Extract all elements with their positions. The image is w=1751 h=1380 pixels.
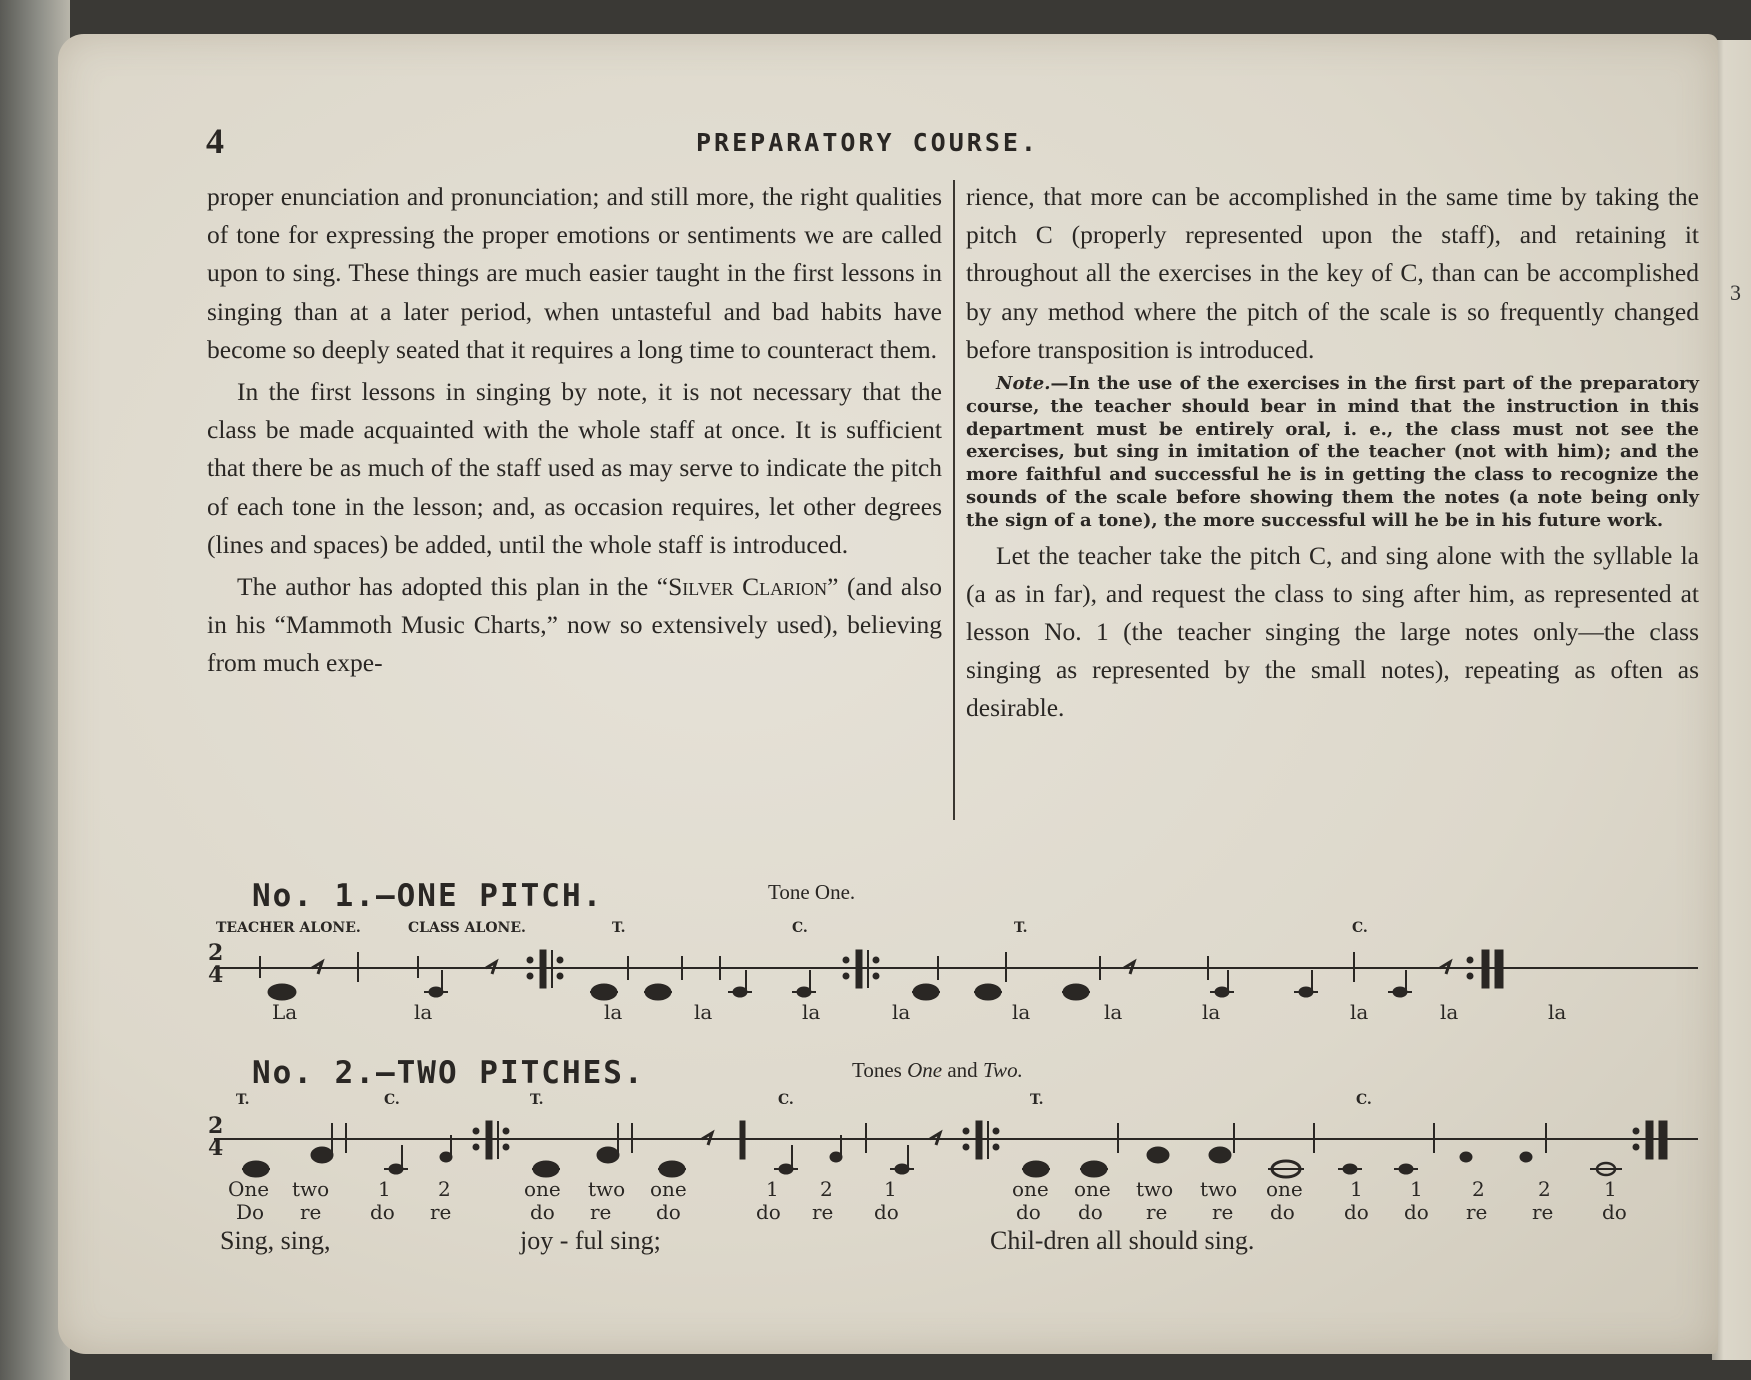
- class-mark: C.: [1352, 920, 1368, 936]
- repeat-dot: [527, 957, 533, 963]
- double-bar: [540, 950, 546, 988]
- text-run: One: [907, 1058, 943, 1082]
- syllable: two: [1136, 1177, 1174, 1201]
- syllable: la: [802, 1000, 821, 1024]
- text-run: ” (and also in his “Mammoth Music Charts,” now so extensively used), believing from much expe-: [207, 572, 942, 678]
- class-mark: C.: [1356, 1092, 1372, 1108]
- teacher-alone-label: TEACHER ALONE.: [216, 920, 361, 936]
- small-note: [1460, 1152, 1472, 1162]
- syllable: la: [414, 1000, 433, 1024]
- paragraph: [207, 568, 942, 683]
- syllable: two: [588, 1177, 626, 1201]
- syllable: 2: [1472, 1177, 1485, 1201]
- syllable: la: [604, 1000, 623, 1024]
- right-column: [966, 178, 1699, 728]
- syllable: La: [272, 1000, 298, 1024]
- whole-note: [1209, 1147, 1231, 1163]
- syllable: la: [892, 1000, 911, 1024]
- syllable: two: [1200, 1177, 1238, 1201]
- text-run: Two.: [982, 1058, 1023, 1082]
- class-mark: C.: [384, 1092, 400, 1108]
- syllable: 1: [378, 1177, 391, 1201]
- solfege: re: [1466, 1200, 1488, 1224]
- book-title: Silver Clarion: [668, 572, 828, 602]
- whole-note: [1147, 1147, 1169, 1163]
- syllable: 1: [766, 1177, 779, 1201]
- solfege: do: [1270, 1200, 1295, 1224]
- paragraph: Let the teacher take the pitch C, and sing alone with the syllable la (a as in far), and request the class to sing after him, as represented at lesson No. 1 (the teacher singing the large notes only—the class singing as represented by the small notes), repeating as often as desirable.: [966, 540, 1699, 723]
- syllable: la: [1104, 1000, 1123, 1024]
- class-mark: C.: [778, 1092, 794, 1108]
- syllable: la: [1202, 1000, 1221, 1024]
- syllable: la: [1548, 1000, 1567, 1024]
- solfege: do: [756, 1200, 781, 1224]
- syllable: 2: [820, 1177, 833, 1201]
- note-paragraph: [966, 373, 1699, 533]
- lyric-line: Sing, sing,: [220, 1226, 331, 1255]
- double-bar: [856, 950, 862, 988]
- syllable: one: [1012, 1177, 1049, 1201]
- syllable: 2: [1538, 1177, 1551, 1201]
- paragraph: rience, that more can be accomplished in the same time by taking the pitch C (properly represented upon the staff), and retaining it throughout all the exercises in the key of C, than can be accomplished by any method where the pitch of the scale is so frequently changed before transposition is introduced.: [966, 182, 1699, 364]
- page-number: 4: [206, 121, 224, 161]
- column-rule: [953, 180, 955, 820]
- page-header: [206, 120, 1701, 160]
- solfege: re: [1146, 1200, 1168, 1224]
- left-column: [207, 178, 942, 683]
- syllable: 1: [1350, 1177, 1363, 1201]
- final-bar: [1646, 1121, 1653, 1159]
- syllable: one: [1266, 1177, 1303, 1201]
- text-run: The author has adopted this plan in the “: [237, 572, 669, 602]
- time-sig-top: 2: [208, 1113, 224, 1139]
- teacher-mark: T.: [236, 1092, 250, 1108]
- solfege: re: [430, 1200, 452, 1224]
- solfege: do: [370, 1200, 395, 1224]
- solfege: re: [1212, 1200, 1234, 1224]
- solfege: re: [300, 1200, 322, 1224]
- lesson-2-staff: [200, 1105, 1710, 1185]
- solfege: re: [1532, 1200, 1554, 1224]
- teacher-mark: T.: [612, 920, 626, 936]
- syllable: 2: [438, 1177, 451, 1201]
- whole-note: [311, 1147, 333, 1163]
- solfege: Do: [236, 1200, 265, 1224]
- teacher-mark: T.: [1030, 1092, 1044, 1108]
- lyric-line: Chil-dren all should sing.: [990, 1226, 1255, 1255]
- final-bar: [1482, 950, 1489, 988]
- lesson-2-subtitle: [852, 1058, 1023, 1083]
- lesson-2-title: No. 2.—TWO PITCHES.: [252, 1055, 645, 1091]
- solfege: re: [812, 1200, 834, 1224]
- class-alone-label: CLASS ALONE.: [408, 920, 526, 936]
- solfege: do: [1602, 1200, 1627, 1224]
- small-note: [1520, 1152, 1532, 1162]
- time-sig-bottom: 4: [208, 1135, 224, 1161]
- note-text: —In the use of the exercises in the first part of the preparatory course, the teacher should bear in mind that the instruction in this department must be entirely oral, i. e., the class must not see the exercises, but sing in imitation of the teacher (not with him); and the more faithful and successful he is in getting the class to recognize the sounds of the scale before showing them the notes (a note being only the sign of a tone), the more successful will he be in his future work.: [966, 373, 1699, 531]
- syllable: 1: [1410, 1177, 1423, 1201]
- lesson-1-staff: [200, 930, 1710, 1010]
- solfege: do: [656, 1200, 681, 1224]
- solfege: do: [1078, 1200, 1103, 1224]
- time-sig-bottom: 4: [208, 962, 224, 988]
- syllable: la: [694, 1000, 713, 1024]
- note-label: Note.: [996, 373, 1051, 395]
- syllable: one: [524, 1177, 561, 1201]
- syllable: One: [228, 1177, 270, 1201]
- lyric-line: joy - ful sing;: [520, 1226, 661, 1255]
- lesson-1-subtitle: Tone One.: [768, 880, 856, 904]
- solfege: do: [1404, 1200, 1429, 1224]
- syllable: one: [1074, 1177, 1111, 1201]
- teacher-mark: T.: [1014, 920, 1028, 936]
- syllable: la: [1440, 1000, 1459, 1024]
- text-run: Tones: [852, 1058, 908, 1082]
- teacher-mark: T.: [530, 1092, 544, 1108]
- running-head: PREPARATORY COURSE.: [696, 128, 1039, 157]
- syllable: one: [650, 1177, 687, 1201]
- syllable: la: [1350, 1000, 1369, 1024]
- paragraph: In the first lessons in singing by note, it is not necessary that the class be made acquainted with the whole staff at once. It is sufficient that there be as much of the staff used as may serve to indicate the pitch of each tone in the lesson; and, as occasion requires, let other degrees (lines and spaces) be added, until the whole staff is introduced.: [207, 377, 942, 559]
- syllable: 1: [884, 1177, 897, 1201]
- solfege: do: [1344, 1200, 1369, 1224]
- double-bar: [976, 1121, 982, 1159]
- whole-note: [597, 1147, 619, 1163]
- class-mark: C.: [792, 920, 808, 936]
- lesson-1-title: No. 1.—ONE PITCH.: [252, 878, 604, 914]
- edge-glyph: 3: [1730, 280, 1741, 305]
- solfege: do: [1016, 1200, 1041, 1224]
- syllable: two: [292, 1177, 330, 1201]
- syllable: la: [1012, 1000, 1031, 1024]
- double-bar: [486, 1121, 492, 1159]
- syllable: 1: [1604, 1177, 1617, 1201]
- solfege: re: [590, 1200, 612, 1224]
- paragraph: proper enunciation and pronunciation; and still more, the right qualities of tone for expressing the proper emotions or sentiments we are called upon to sing. These things are much easier taught in the first lessons in singing than at a later period, when untasteful and bad habits have become so deeply seated that it requires a long time to counteract them.: [207, 182, 942, 364]
- solfege: do: [874, 1200, 899, 1224]
- text-run: and: [942, 1058, 983, 1082]
- solfege: do: [530, 1200, 555, 1224]
- time-sig-top: 2: [208, 940, 224, 966]
